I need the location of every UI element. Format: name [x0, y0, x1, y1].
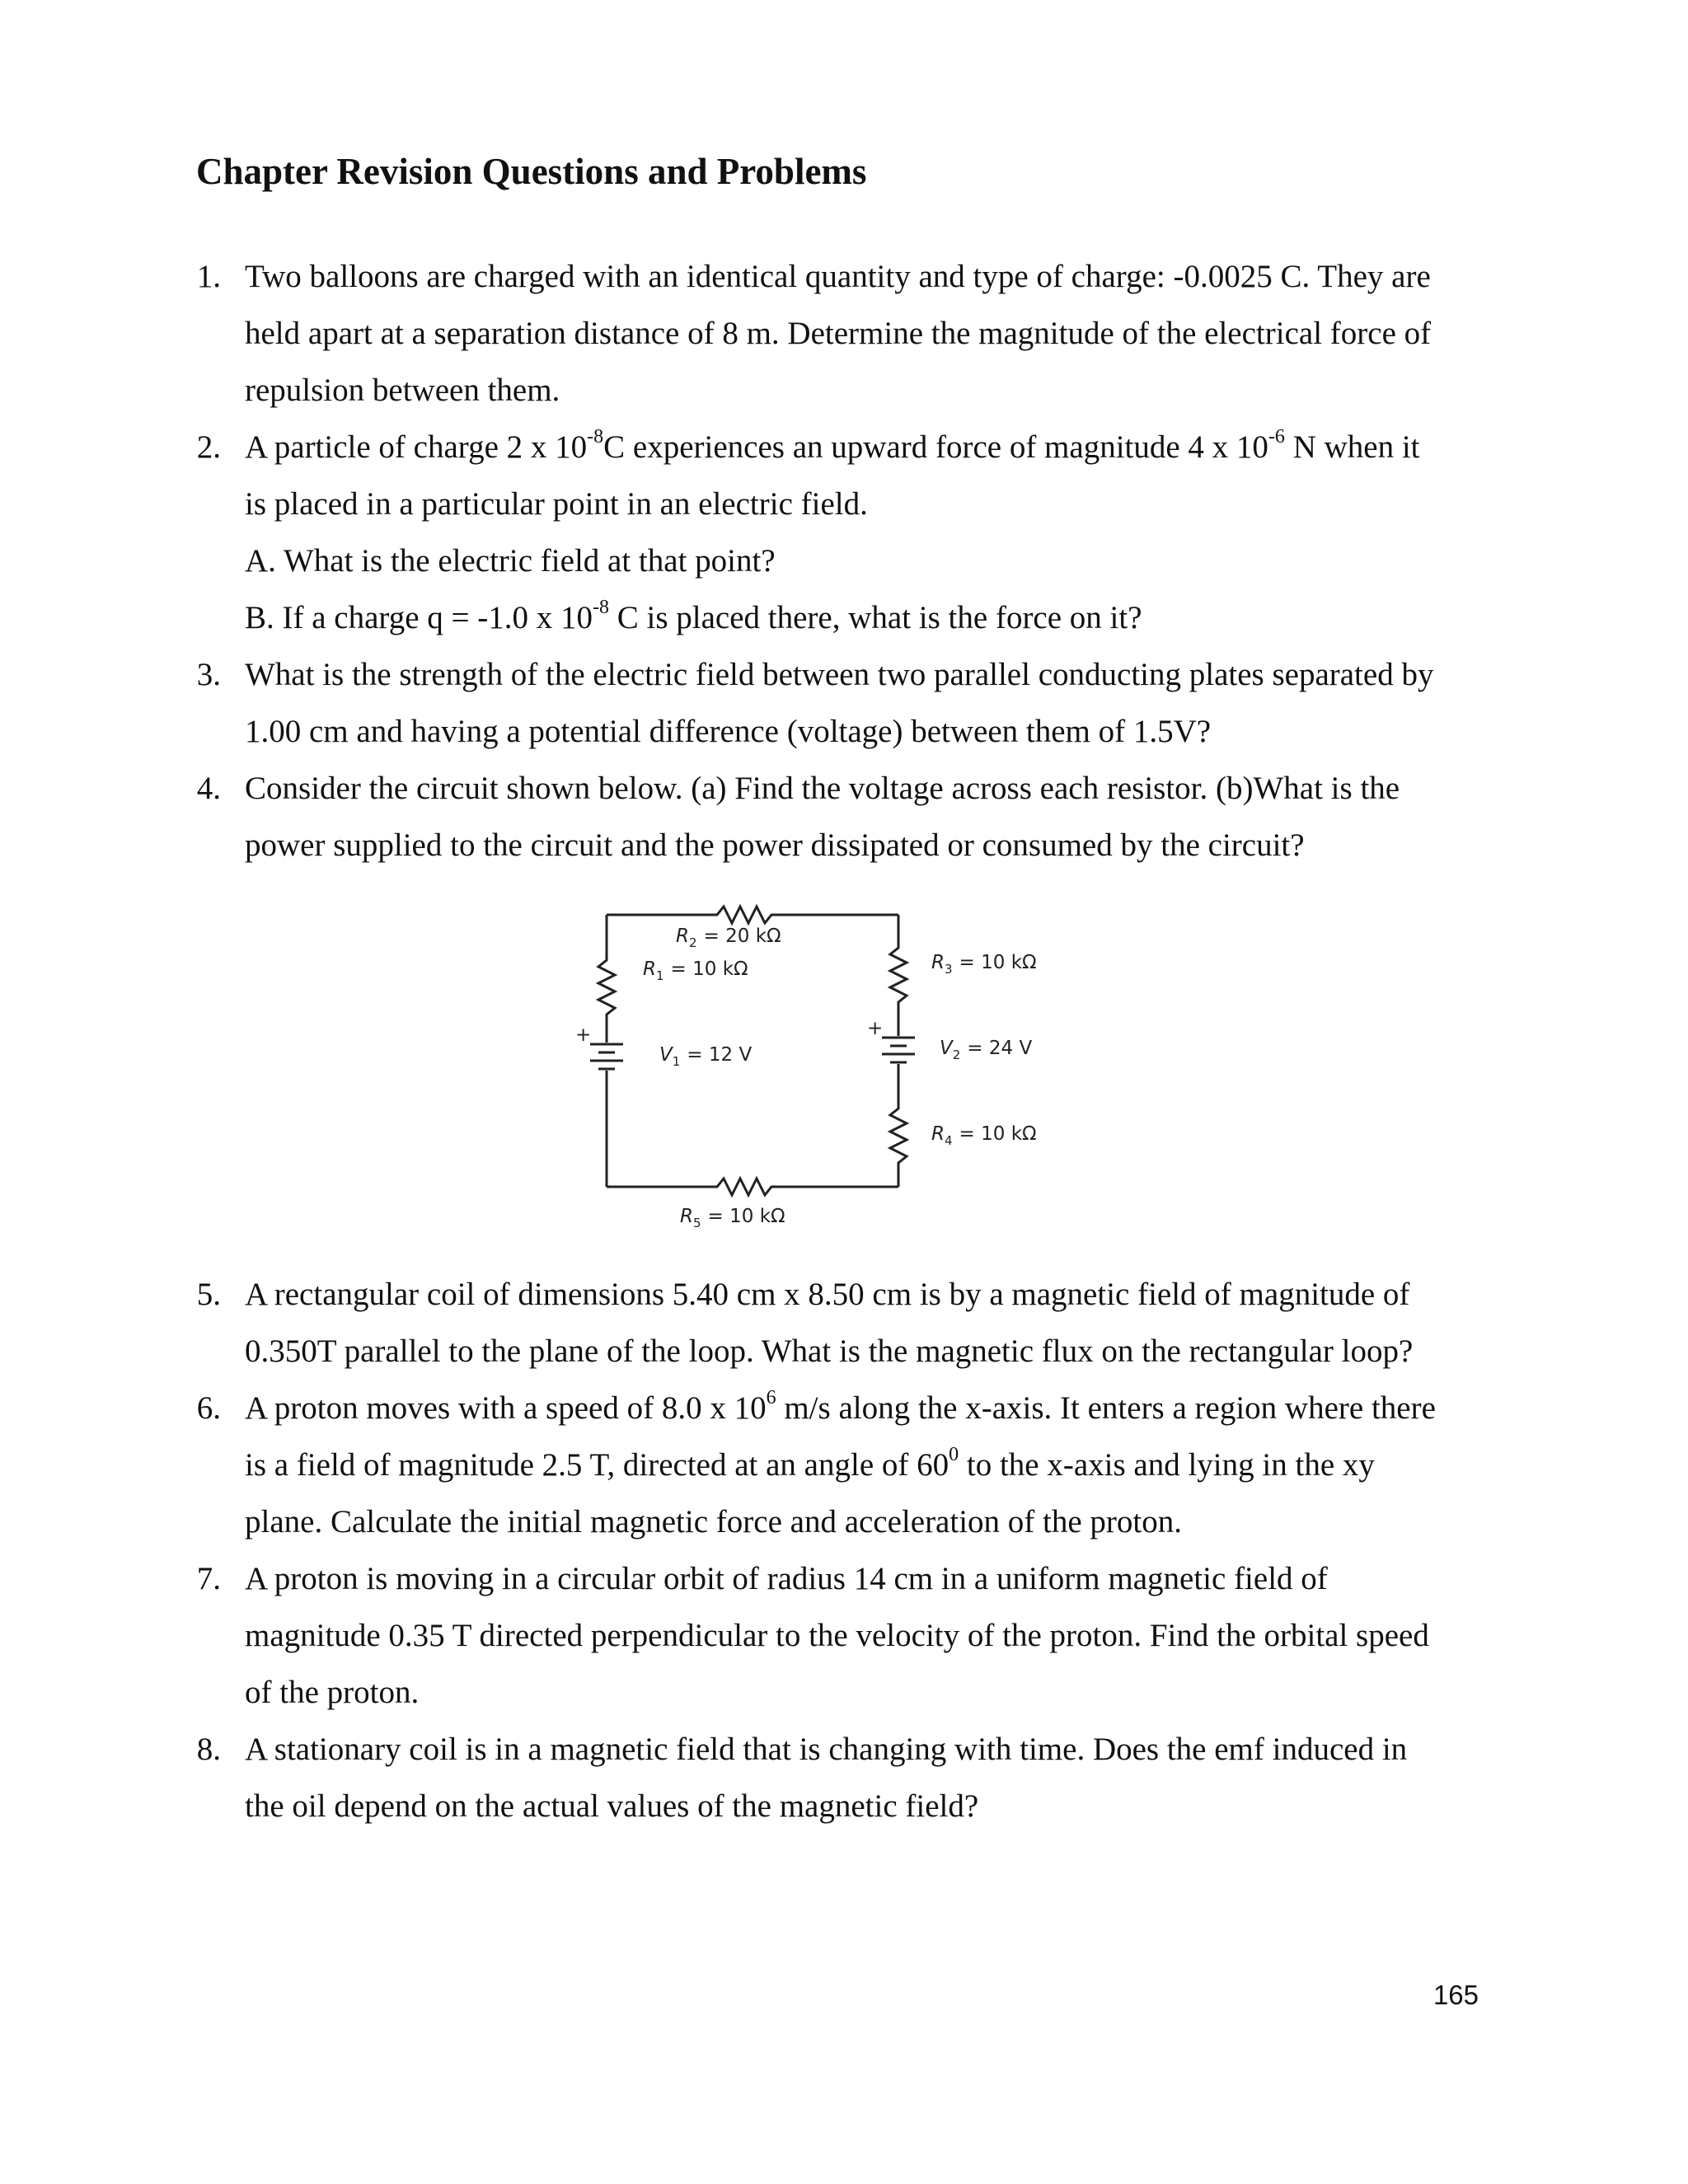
symbol: R [931, 1123, 945, 1145]
battery-v2-label [940, 1038, 1032, 1062]
text-run: B. If a charge q = -1.0 x 10 [245, 600, 593, 635]
text-run: C is placed there, what is the force on it? [609, 600, 1142, 635]
value: = 10 kΩ [707, 1206, 785, 1227]
circuit-diagram [569, 894, 1129, 1244]
text-run: m/s along the x-axis. It enters a region where there [776, 1390, 1436, 1426]
subscript: 3 [944, 962, 953, 977]
circuit-wires [590, 907, 915, 1195]
exponent: 6 [766, 1387, 776, 1408]
question-number: 4. [196, 771, 221, 806]
symbol: R [931, 952, 945, 973]
question-text-line: A rectangular coil of dimensions 5.40 cm x 8.50 cm is by a magnetic field of magnitude of [245, 1277, 1410, 1312]
question-number: 3. [196, 657, 221, 692]
symbol: R [643, 958, 656, 980]
text-run: N when it [1284, 429, 1420, 465]
question-text-line: What is the strength of the electric field between two parallel conducting plates separated by [245, 657, 1434, 692]
subscript: 2 [952, 1047, 961, 1062]
question-text-line [245, 1387, 1436, 1430]
value: = 10 kΩ [959, 952, 1037, 973]
resistor-r3-label [931, 952, 1037, 977]
question-text-line: power supplied to the circuit and the power dissipated or consumed by the circuit? [245, 827, 1305, 863]
page-number: 165 [1432, 1980, 1479, 2010]
question-text-line: Consider the circuit shown below. (a) Find the voltage across each resistor. (b)What is the [245, 771, 1400, 806]
exponent: -8 [593, 597, 609, 618]
text-run: is a field of magnitude 2.5 T, directed at an angle of 60 [245, 1447, 950, 1483]
subscript: 1 [672, 1054, 681, 1069]
battery-v1-label [659, 1044, 752, 1069]
question-number: 1. [196, 259, 221, 294]
resistor-r5-label [680, 1206, 785, 1230]
symbol: V [940, 1038, 953, 1059]
exponent: 0 [949, 1444, 959, 1465]
question-text-line: Two balloons are charged with an identical quantity and type of charge: -0.0025 C. They are [245, 259, 1431, 294]
question-number: 6. [196, 1390, 221, 1426]
subscript: 1 [655, 968, 664, 983]
symbol: R [676, 926, 689, 947]
question-text-line: magnitude 0.35 T directed perpendicular to the velocity of the proton. Find the orbital speed [245, 1618, 1429, 1653]
question-text-line: of the proton. [245, 1675, 420, 1710]
text-run: A particle of charge 2 x 10 [245, 429, 588, 465]
subscript: 2 [688, 935, 697, 950]
polarity-plus-left: + [575, 1024, 592, 1046]
question-text-line: is placed in a particular point in an electric field. [245, 486, 868, 522]
question-text-line: A stationary coil is in a magnetic field that is changing with time. Does the emf induced in [245, 1732, 1408, 1767]
question-number: 5. [196, 1277, 221, 1312]
text-run: to the x-axis and lying in the xy [959, 1447, 1375, 1483]
value: = 10 kΩ [670, 958, 748, 980]
resistor-r1-label [643, 958, 748, 983]
question-number: 8. [196, 1732, 221, 1767]
symbol: V [659, 1044, 673, 1066]
question-text-line: the oil depend on the actual values of the magnetic field? [245, 1788, 979, 1824]
question-text-line: A proton is moving in a circular orbit of radius 14 cm in a uniform magnetic field of [245, 1561, 1328, 1596]
question-text-line [245, 1444, 1375, 1487]
question-number: 2. [196, 429, 221, 465]
value: = 24 V [967, 1038, 1033, 1059]
question-text-line: repulsion between them. [245, 373, 560, 408]
subscript: 5 [692, 1216, 701, 1230]
question-text-line: 1.00 cm and having a potential difference (voltage) between them of 1.5V? [245, 714, 1212, 749]
exponent: -6 [1268, 426, 1285, 448]
value: = 10 kΩ [959, 1123, 1037, 1145]
subscript: 4 [944, 1133, 953, 1148]
resistor-r4-label [931, 1123, 1037, 1148]
symbol: R [680, 1206, 693, 1227]
question-part-b [245, 597, 1142, 640]
value: = 20 kΩ [703, 926, 781, 947]
question-text-line: held apart at a separation distance of 8 m. Determine the magnitude of the electrical force of [245, 316, 1432, 351]
resistor-r2-label [676, 926, 781, 950]
question-part-a: A. What is the electric field at that point? [245, 543, 776, 579]
question-text-line: plane. Calculate the initial magnetic force and acceleration of the proton. [245, 1504, 1182, 1540]
text-run: A proton moves with a speed of 8.0 x 10 [245, 1390, 767, 1426]
question-number: 7. [196, 1561, 221, 1596]
text-run: C experiences an upward force of magnitude 4 x 10 [603, 429, 1268, 465]
page-title: Chapter Revision Questions and Problems [196, 151, 867, 192]
value: = 12 V [687, 1044, 753, 1066]
question-text-line: 0.350T parallel to the plane of the loop. What is the magnetic flux on the rectangular loop? [245, 1333, 1414, 1369]
exponent: -8 [587, 426, 604, 448]
polarity-plus-right: + [867, 1018, 884, 1039]
question-text-line [245, 426, 1420, 469]
